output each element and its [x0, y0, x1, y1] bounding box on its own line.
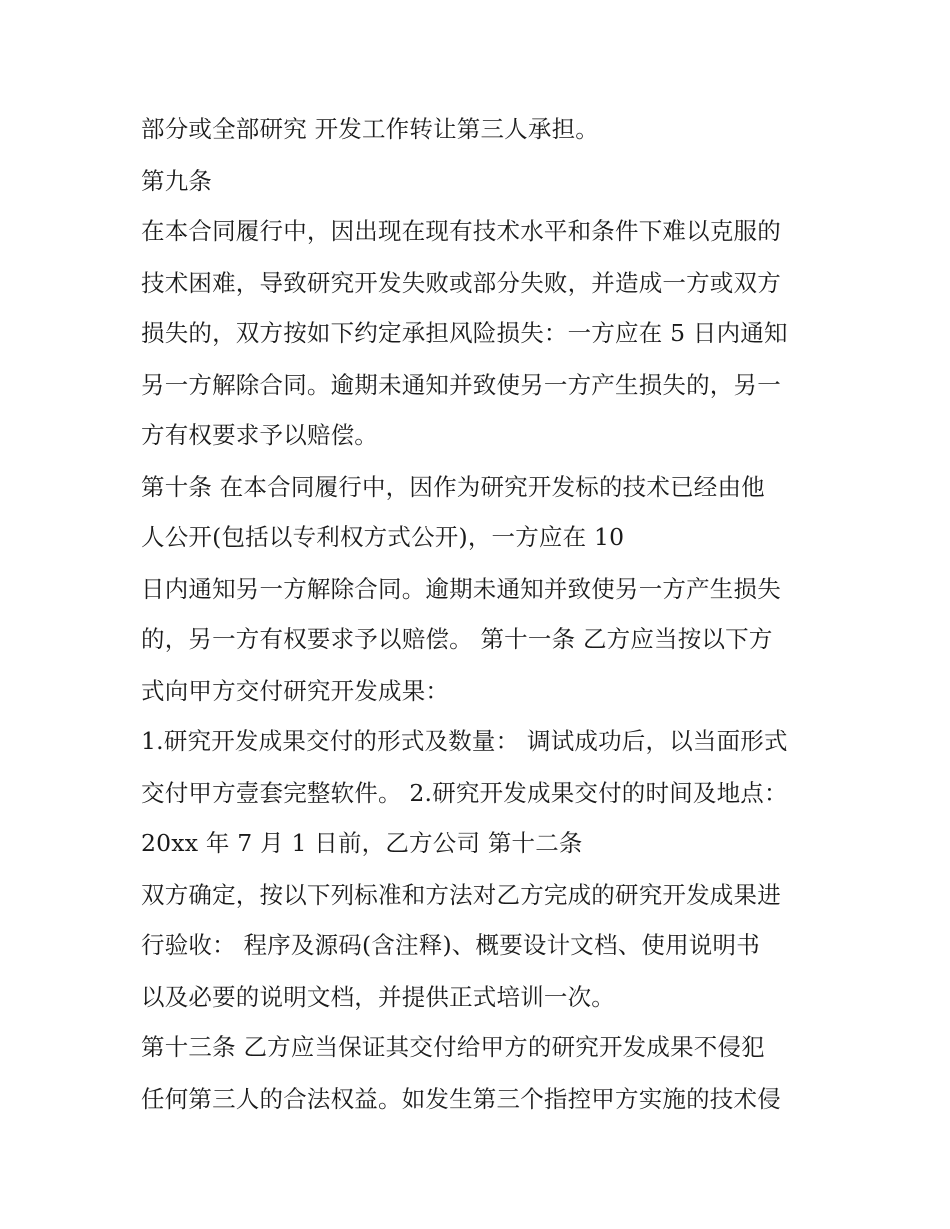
text-line: 以及必要的说明文档，并提供正式培训一次。	[141, 983, 615, 1011]
text-line: 技术困难，导致研究开发失败或部分失败，并造成一方或双方	[141, 269, 781, 297]
text-line: 另一方解除合同。逾期未通知并致使另一方产生损失的，另一	[141, 371, 781, 399]
text-line: 方有权要求予以赔偿。	[141, 421, 378, 449]
text-line: 20xx 年 7 月 1 日前，乙方公司 第十二条	[141, 829, 583, 857]
text-line: 损失的，双方按如下约定承担风险损失：一方应在 5 日内通知	[141, 319, 788, 347]
text-line: 第十条 在本合同履行中，因作为研究开发标的技术已经由他	[141, 473, 765, 501]
text-line: 部分或全部研究 开发工作转让第三人承担。	[141, 115, 599, 143]
article-heading: 第九条	[141, 167, 213, 195]
text-line: 1.研究开发成果交付的形式及数量： 调试成功后，以当面形式	[141, 727, 788, 755]
text-line: 任何第三人的合法权益。如发生第三个指控甲方实施的技术侵	[141, 1085, 781, 1113]
text-line: 第十三条 乙方应当保证其交付给甲方的研究开发成果不侵犯	[141, 1033, 765, 1061]
text-line: 双方确定，按以下列标准和方法对乙方完成的研究开发成果进	[141, 881, 781, 909]
text-line: 人公开(包括以专利权方式公开)，一方应在 10	[141, 523, 625, 551]
text-line: 在本合同履行中，因出现在现有技术水平和条件下难以克服的	[141, 217, 781, 245]
text-line: 日内通知另一方解除合同。逾期未通知并致使另一方产生损失	[141, 575, 781, 603]
text-line: 交付甲方壹套完整软件。 2.研究开发成果交付的时间及地点：	[141, 779, 788, 807]
text-line: 式向甲方交付研究开发成果：	[141, 677, 450, 705]
text-line: 行验收： 程序及源码(含注释)、概要设计文档、使用说明书	[141, 931, 760, 959]
text-line: 的，另一方有权要求予以赔偿。 第十一条 乙方应当按以下方	[141, 625, 773, 653]
